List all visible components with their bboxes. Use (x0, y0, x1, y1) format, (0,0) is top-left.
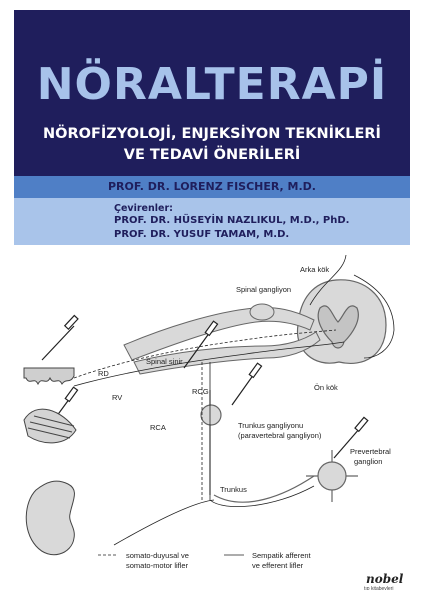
nerve-diagram (14, 250, 410, 590)
label-ganglion: ganglion (354, 457, 383, 466)
book-subtitle (14, 124, 410, 166)
label-rcg: RCG (192, 387, 209, 396)
label-ventral-root: Ön kök (314, 383, 338, 392)
author-band (14, 176, 410, 198)
muscle-shape (24, 409, 76, 443)
kidney-shape (26, 481, 74, 555)
label-dorsal-root: Arka kök (300, 265, 330, 274)
label-rd: RD (98, 369, 109, 378)
label-spinal-ganglion: Spinal gangliyon (236, 285, 292, 294)
subtitle-line-1: NÖROFİZYOLOJİ, ENJEKSİYON TEKNİKLERİ (43, 126, 381, 142)
translator-name: PROF. DR. YUSUF TAMAM, M.D. (114, 229, 290, 240)
legend-sympathetic-line2: ve efferent lifler (252, 561, 304, 570)
syringe-icon (232, 363, 262, 405)
subtitle-line-2: VE TEDAVİ ÖNERİLERİ (123, 147, 301, 163)
publisher-subtitle: tıp kitabevleri (364, 586, 394, 590)
legend-sympathetic-line1: Sempatik afferent (252, 551, 311, 560)
label-prevertebral: Prevertebral (350, 447, 391, 456)
label-spinal-nerve: Spinal sinir (146, 357, 183, 366)
label-trunk: Trunkus (220, 485, 247, 494)
title-panel (14, 10, 410, 176)
legend-somatic-line1: somato-duyusal ve (126, 551, 189, 560)
author-name: PROF. DR. LORENZ FISCHER, M.D. (107, 180, 316, 193)
book-cover (14, 10, 410, 590)
syringe-icon (42, 316, 78, 360)
publisher-logo: nobel (366, 572, 404, 586)
translators-band (14, 198, 410, 245)
translator-name: PROF. DR. HÜSEYİN NAZLIKUL, M.D., PhD. (114, 215, 350, 226)
label-rca: RCA (150, 423, 166, 432)
skin-shape (24, 368, 74, 384)
legend-somatic-line2: somato-motor lifler (126, 561, 189, 570)
book-title: NÖRALTERAPİ (36, 59, 388, 110)
label-trunk-ganglion: Trunkus gangliyonu (238, 421, 304, 430)
label-rv: RV (112, 393, 123, 402)
label-paravertebral: (paravertebral gangliyon) (238, 431, 322, 440)
translators-label: Çevirenler: (114, 203, 173, 214)
